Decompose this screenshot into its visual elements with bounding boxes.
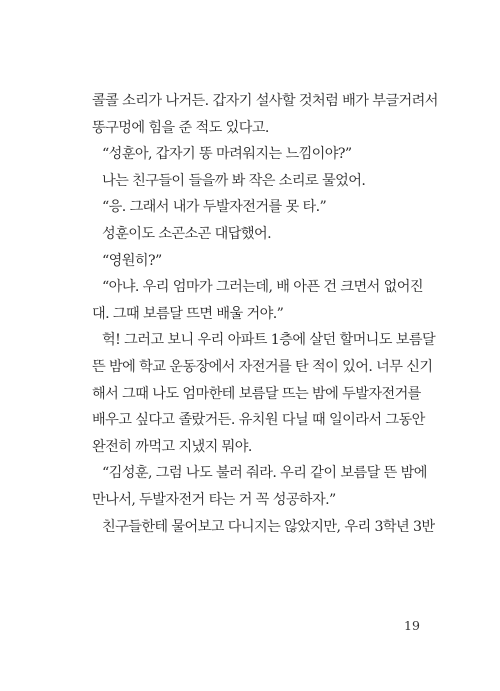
text-line: 똥구멍에 힘을 준 적도 있다고. <box>92 119 269 136</box>
body-text <box>92 88 438 540</box>
text-line: 뜬 밤에 학교 운동장에서 자전거를 탄 적이 있어. 너무 신기 <box>92 358 433 375</box>
text-line: 대. 그때 보름달 뜨면 배울 거야.” <box>92 305 284 322</box>
text-line: “영원히?” <box>102 252 162 269</box>
text-line: “성훈아, 갑자기 똥 마려워지는 느낌이야?” <box>102 146 352 163</box>
text-line: “아냐. 우리 엄마가 그러는데, 배 아픈 건 크면서 없어진 <box>102 279 423 296</box>
text-line: “김성훈, 그럼 나도 불러 줘라. 우리 같이 보름달 뜬 밤에 <box>102 465 427 482</box>
text-line: 콜콜 소리가 나거든. 갑자기 설사할 것처럼 배가 부글거려서 <box>92 93 438 109</box>
text-line: 배우고 싶다고 졸랐거든. 유치원 다닐 때 일이라서 그동안 <box>92 412 425 429</box>
text-line: 해서 그때 나도 엄마한테 보름달 뜨는 밤에 두발자전거를 <box>92 385 421 402</box>
text-line: 친구들한테 물어보고 다니지는 않았지만, 우리 3학년 3반 <box>102 518 435 535</box>
text-line: 헉! 그러고 보니 우리 아파트 1층에 살던 할머니도 보름달 <box>102 332 436 349</box>
text-line: 나는 친구들이 들을까 봐 작은 소리로 물었어. <box>102 172 366 189</box>
text-line: 성훈이도 소곤소곤 대답했어. <box>102 225 271 242</box>
text-line: “응. 그래서 내가 두발자전거를 못 타.” <box>102 199 327 216</box>
page-number: 19 <box>404 618 420 633</box>
text-line: 만나서, 두발자전거 타는 거 꼭 성공하자.” <box>92 491 336 508</box>
text-line: 완전히 까먹고 지냈지 뭐야. <box>92 438 252 455</box>
